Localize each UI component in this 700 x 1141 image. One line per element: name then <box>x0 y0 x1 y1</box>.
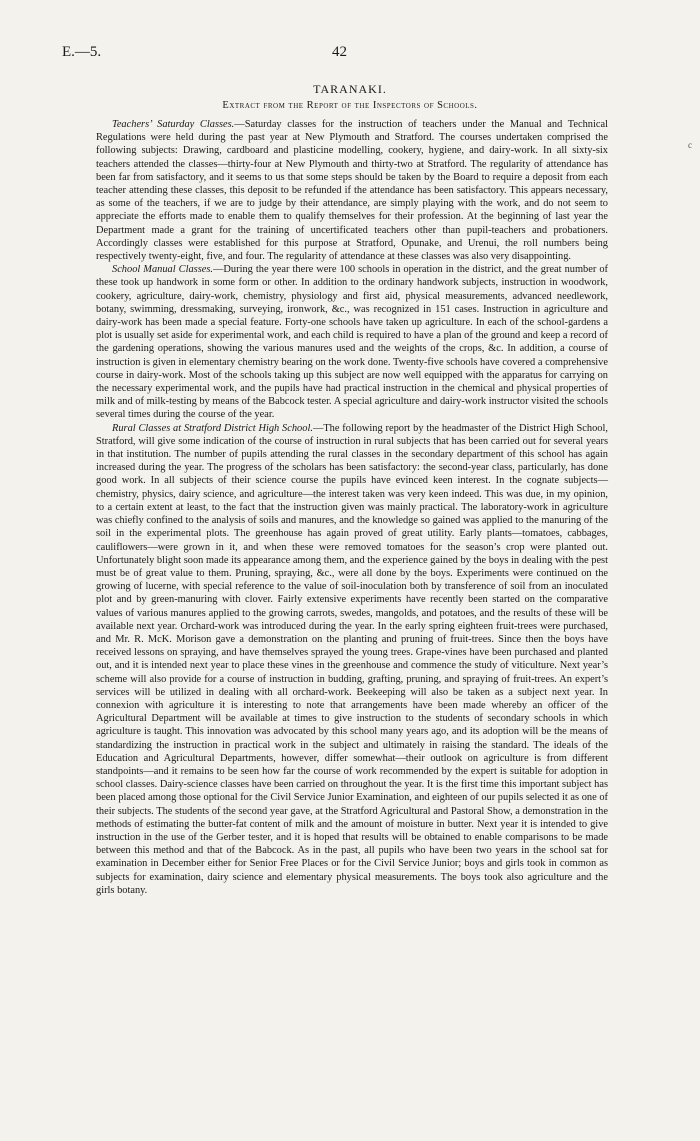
paragraph-heading: Teachers’ Saturday Classes. <box>112 119 235 130</box>
paragraph-text: —The following report by the headmaster of the District High School, Stratford, will give some indication of the course of instruction in rural subjects that has been carried out for several years in that institution. The number of pupils attending the rural classes in the secondary department of this school has again increased during the year. The progress of the scholars has been satisfactory: the second-year class, particularly, has done good work. In all subjects of their science course the pupils have evinced keen interest. In the cognate subjects—chemistry, physics, dairy science, and agriculture—the interest taken was very keen indeed. This was due, in my opinion, to a certain extent at least, to the fact that the instruction given was mainly practical. The laboratory-work in agriculture was chiefly confined to the analysis of soils and manures, and the knowledge so gained was applied to the manuring of the soil in the experimental plots. The greenhouse has again proved of great utility. Early plants—tomatoes, cabbages, cauliflowers—were grown in it, and when these were removed tomatoes for the season’s crop were planted out. Unfortunately blight soon made its appearance among them, and the experience gained by the boys in dealing with the pest must be of great value to them. Pruning, spraying, &c., were all done by the boys. Experiments were continued on the growing of lucerne, with special reference to the value of soil-inoculation both by transference of soil from an inoculated plot and by green-manuring with clover. Fairly extensive experiments have recently been started on the comparative values of various manures applied to the growing carrots, swedes, mangolds, and potatoes, and the results of these will be available next year. Orchard-work was introduced during the year. In the early spring eighteen fruit-trees were purchased, and Mr. R. McK. Morison gave a demonstration on the planting and pruning of fruit-trees. Since then the boys have received lessons on spraying, and have themselves sprayed the young trees. Grape-vines have been purchased and planted out, and it is intended next year to place these vines in the greenhouse and commence the study of viticulture. Next year’s scheme will also provide for a course of instruction in budding, grafting, pruning, and spraying of fruit-trees. An expert’s services will be utilized in dealing with all orchard-work. Beekeeping will also be taken as a subject next year. In connexion with agriculture it is interesting to note that arrangements have been made whereby an officer of the Agricultural Department will be available at times to give instruction to the students of secondary schools in which agriculture is taught. This innovation was advocated by this school many years ago, and its adoption will be the means of standardizing the instruction in practical work in the subject and ultimately in raising the standard. The ideals of the Education and Agricultural Departments, however, differ somewhat—their outlook on agriculture is from different standpoints—and it remains to be seen how far the course of work recommended by the expert is suitable for adoption in school classes. Dairy-science classes have been carried on throughout the year. It is the first time this important subject has been placed among those optional for the Civil Service Junior Examination, and eighteen of our pupils selected it as one of their subjects. The students of the second year gave, at the Stratford Agricultural and Pastoral Show, a demonstration in the methods of estimating the butter-fat content of milk and the amount of moisture in butter. Next year it is intended to give instruction in the use of the Gerber tester, and it is hoped that results will be obtained to enable comparisons to be made between this method and that of the Babcock. As in the past, all pupils who have been two years in the school sat for examination in December either for Senior Free Places or for the Civil Service Junior; boys and girls took in common as subjects for examination, dairy science and elementary physical measurements. The boys took also agriculture and the girls botany. <box>96 422 608 896</box>
section-title: TARANAKI. <box>313 82 387 96</box>
document-code: E.—5. <box>62 44 102 60</box>
paragraph-rural-classes <box>96 422 608 897</box>
paragraph-teachers-saturday-classes <box>96 118 608 263</box>
paragraph-heading: School Manual Classes. <box>112 264 214 276</box>
report-body <box>96 118 608 897</box>
paragraph-heading: Rural Classes at Stratford District High School. <box>112 422 313 434</box>
paragraph-school-manual-classes <box>96 263 608 421</box>
section-subtitle: Extract from the Report of the Inspectors of Schools. <box>222 100 478 111</box>
page-header <box>62 44 640 66</box>
page-number: 42 <box>332 44 347 60</box>
paragraph-text: —During the year there were 100 schools in operation in the district, and the great number of these took up handwork in some form or other. In addition to the ordinary handwork subjects, instruction in woodwork, cookery, agriculture, dairy-work, chemistry, physiology and first aid, physical measurements, advanced needlework, botany, swimming, dressmaking, surveying, ironwork, &c., was recognized in 151 cases. Instruction in agriculture and dairy-work has been made a special feature. Forty-one schools have taken up agriculture. In each of the school-gardens a plot is usually set aside for experimental work, and each child is required to have a plan of the ground and keep a record of the gardening operations, showing the various manures used and the weights of the crops, &c. In addition, a course of instruction is given in elementary chemistry bearing on the work done. Twenty-five schools have covered a comprehensive course in dairy-work. Most of the schools taking up this subject are now well equipped with the apparatus for carrying on the necessary experimental work, and the pupils have had practical instruction in the chemical and physical properties of milk and of milk-testing by means of the Babcock tester. A special agriculture and dairy-work instructor visited the schools several times during the course of the year. <box>96 264 608 421</box>
paragraph-text: —Saturday classes for the instruction of teachers under the Manual and Technical Regulations were held during the past year at New Plymouth and Stratford. The courses undertaken comprised the following subjects: Drawing, cardboard and plasticine modelling, cookery, hygiene, and dairy-work. In all sixty-six teachers attended the classes—thirty-four at New Plymouth and thirty-two at Stratford. The regularity of attendance has been far from satisfactory, and it seems to us that some steps should be taken by the Board to require a deposit from each teacher attending these classes, this deposit to be refunded if the attendance has been satisfactory. This appears necessary, as some of the teachers, if we are to judge by their attendance, are simply playing with the work, and do not seem to appreciate the efforts made to enable them to qualify themselves for their profession. At the beginning of last year the Department made a grant for the training of uncertificated teachers other than pupil-teachers and probationers. Accordingly classes were established for this purpose at Stratford, Opunake, and Urenui, the roll numbers being respectively twenty-eight, five, and four. The regularity of attendance at these classes was also very disappointing. <box>96 119 608 263</box>
margin-mark: c <box>688 140 692 150</box>
